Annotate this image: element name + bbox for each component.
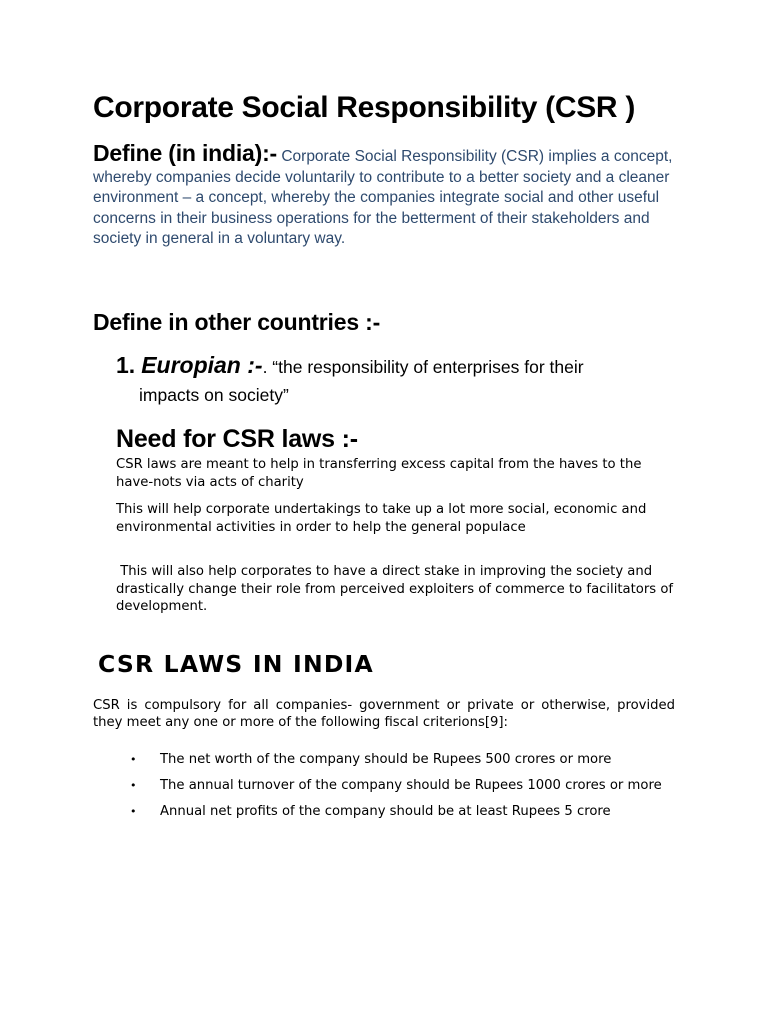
criterion-text: Annual net profits of the company should be at least Rupees 5 crore — [160, 804, 611, 819]
bullet-icon: • — [130, 753, 137, 766]
europe-definition-text: . “the responsibility of enterprises for their — [262, 357, 584, 377]
compulsory-csr-paragraph: CSR is compulsory for all companies- government or private or otherwise, provided they meet any one or more of the following fiscal criterions[9]: — [93, 698, 675, 730]
bullet-icon: • — [130, 805, 137, 818]
need-for-csr-heading: Need for CSR laws :- — [116, 425, 358, 453]
india-definition-text: Corporate Social Responsibility (CSR) implies a concept, whereby companies decide voluntarily to contribute to a better society and a cleaner environment – a concept, whereby the companies integrate social and other useful concerns in their business operations for the betterment of their stakeholders and society in general in a voluntary way. — [93, 148, 673, 247]
need-paragraph-1: CSR laws are meant to help in transferring excess capital from the haves to the have-nots via acts of charity — [116, 457, 642, 490]
list-item — [130, 778, 678, 795]
europe-label: Europian :- — [141, 352, 263, 378]
criterion-text: The net worth of the company should be Rupees 500 crores or more — [160, 752, 612, 767]
europe-definition-item — [116, 351, 656, 409]
india-definition-heading: Define (in india):- — [93, 140, 278, 166]
europe-definition-text-continued: impacts on society” — [139, 385, 289, 405]
other-countries-heading: Define in other countries :- — [93, 309, 381, 335]
bullet-icon: • — [130, 779, 137, 792]
list-number: 1. — [116, 352, 136, 378]
need-paragraph-2: This will help corporate undertakings to take up a lot more social, economic and environmental activities in order to help the general populace — [116, 502, 647, 535]
india-definition — [93, 140, 693, 250]
criterion-text: The annual turnover of the company should be Rupees 1000 crores or more — [160, 778, 662, 793]
fiscal-criteria-list — [130, 752, 678, 830]
csr-laws-india-heading: CSR LAWS IN INDIA — [98, 650, 374, 678]
page-title: Corporate Social Responsibility (CSR ) — [93, 91, 636, 124]
list-item — [130, 752, 678, 769]
list-item — [130, 804, 678, 821]
need-paragraph-3: This will also help corporates to have a direct stake in improving the society and drastically change their role from perceived exploiters of commerce to facilitators of development. — [116, 564, 678, 614]
